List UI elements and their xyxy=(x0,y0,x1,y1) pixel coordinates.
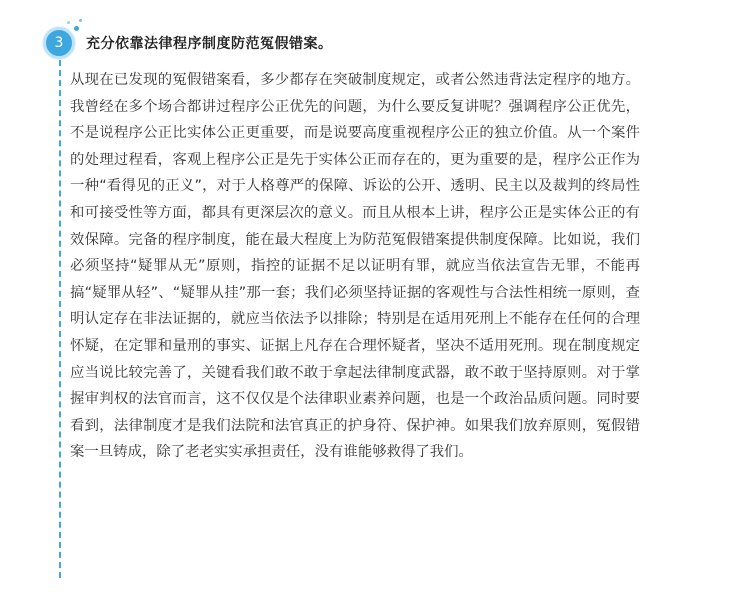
section-number-badge: 3 xyxy=(43,27,75,59)
decorative-dot xyxy=(67,21,70,24)
section-body-paragraph: 从现在已发现的冤假错案看，多少都存在突破制度规定，或者公然违背法定程序的地方。我曾经在多个场合都讲过程序公正优先的问题，为什么要反复讲呢？强调程序公正优先，不是说程序公正比实体公正更重要，而是说要高度重视程序公正的独立价值。从一个案件的处理过程看，客观上程序公正是先于实体公正而存在的，更为重要的是，程序公正作为一种“看得见的正义”，对于人格尊严的保障、诉讼的公开、透明、民主以及裁判的终局性和可接受性等方面，都具有更深层次的意义。而且从根本上讲，程序公正是实体公正的有效保障。完备的程序制度，能在最大程度上为防范冤假错案提供制度保障。比如说，我们必须坚持“疑罪从无”原则，指控的证据不足以证明有罪，就应当依法宣告无罪，不能再搞“疑罪从轻”、“疑罪从挂”那一套；我们必须坚持证据的客观性与合法性相统一原则，查明认定存在非法证据的，就应当依法予以排除；特别是在适用死刑上不能存在任何的合理怀疑，在定罪和量刑的事实、证据上凡存在合理怀疑者，坚决不适用死刑。现在制度规定应当说比较完善了，关键看我们敢不敢于拿起法律制度武器，敢不敢于坚持原则。对于掌握审判权的法官而言，这不仅仅是个法律职业素养问题，也是一个政治品质问题。同时要看到，法律制度才是我们法院和法官真正的护身符、保护神。如果我们放弃原则，冤假错案一旦铸成，除了老老实实承担责任，没有谁能够救得了我们。 xyxy=(70,72,640,461)
dashed-divider-line xyxy=(59,60,61,578)
decorative-dot xyxy=(74,26,79,31)
section-heading: 充分依靠法律程序制度防范冤假错案。 xyxy=(86,36,333,52)
decorative-dot xyxy=(79,19,82,22)
